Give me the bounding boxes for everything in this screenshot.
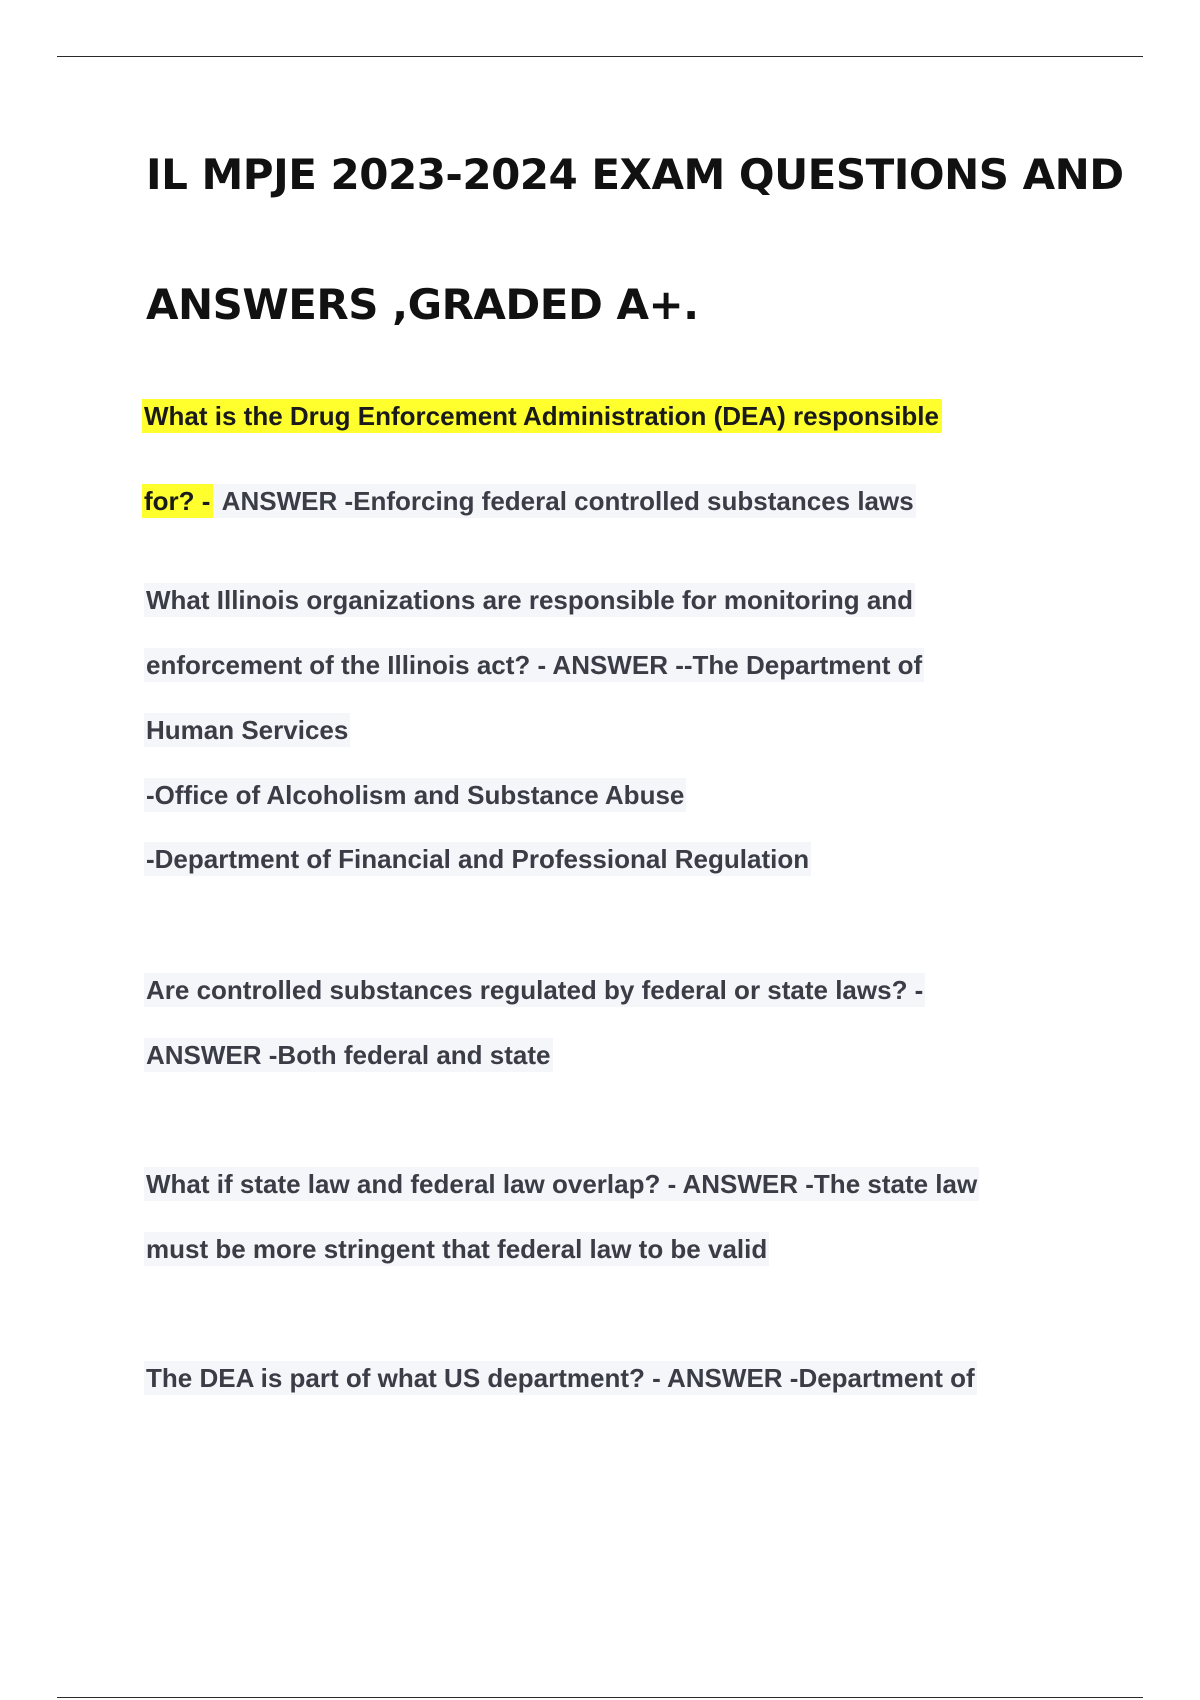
qa-text: -Department of Financial and Professional Regulation — [146, 844, 810, 874]
qa-text: What if state law and federal law overlap? - ANSWER -The state law — [146, 1169, 978, 1199]
qa-text: What Illinois organizations are responsible for monitoring and — [146, 585, 914, 615]
question-2-line-5 — [144, 841, 811, 877]
document-title-line-1: IL MPJE 2023-2024 EXAM QUESTIONS AND — [146, 150, 1124, 199]
qa-text: ANSWER -Both federal and state — [146, 1040, 551, 1070]
top-rule — [57, 56, 1143, 57]
question-3-line-1 — [144, 972, 925, 1008]
answer-text: ANSWER -Enforcing federal controlled substances laws — [215, 486, 914, 516]
question-2-line-1 — [144, 582, 915, 618]
question-1-line-1 — [144, 398, 942, 434]
question-2-line-2 — [144, 647, 924, 683]
qa-text: enforcement of the Illinois act? - ANSWER --The Department of — [146, 650, 923, 680]
bottom-rule — [57, 1697, 1143, 1698]
qa-text: must be more stringent that federal law to be valid — [146, 1234, 768, 1264]
question-3-line-2 — [144, 1037, 553, 1073]
question-4-line-2 — [144, 1231, 769, 1267]
qa-text: -Office of Alcoholism and Substance Abuse — [146, 780, 685, 810]
highlighted-question-text: What is the Drug Enforcement Administration (DEA) responsible — [142, 399, 942, 433]
question-2-line-4 — [144, 777, 686, 813]
qa-text: The DEA is part of what US department? - ANSWER -Department of — [146, 1363, 975, 1393]
question-4-line-1 — [144, 1166, 979, 1202]
qa-text: Human Services — [146, 715, 349, 745]
document-title-line-2: ANSWERS ,GRADED A+. — [146, 280, 699, 329]
highlighted-question-text: for? - — [142, 484, 213, 518]
qa-text: Are controlled substances regulated by federal or state laws? - — [146, 975, 924, 1005]
question-2-line-3 — [144, 712, 350, 748]
question-1-line-2 — [144, 483, 916, 519]
question-5-line-1 — [144, 1360, 977, 1396]
